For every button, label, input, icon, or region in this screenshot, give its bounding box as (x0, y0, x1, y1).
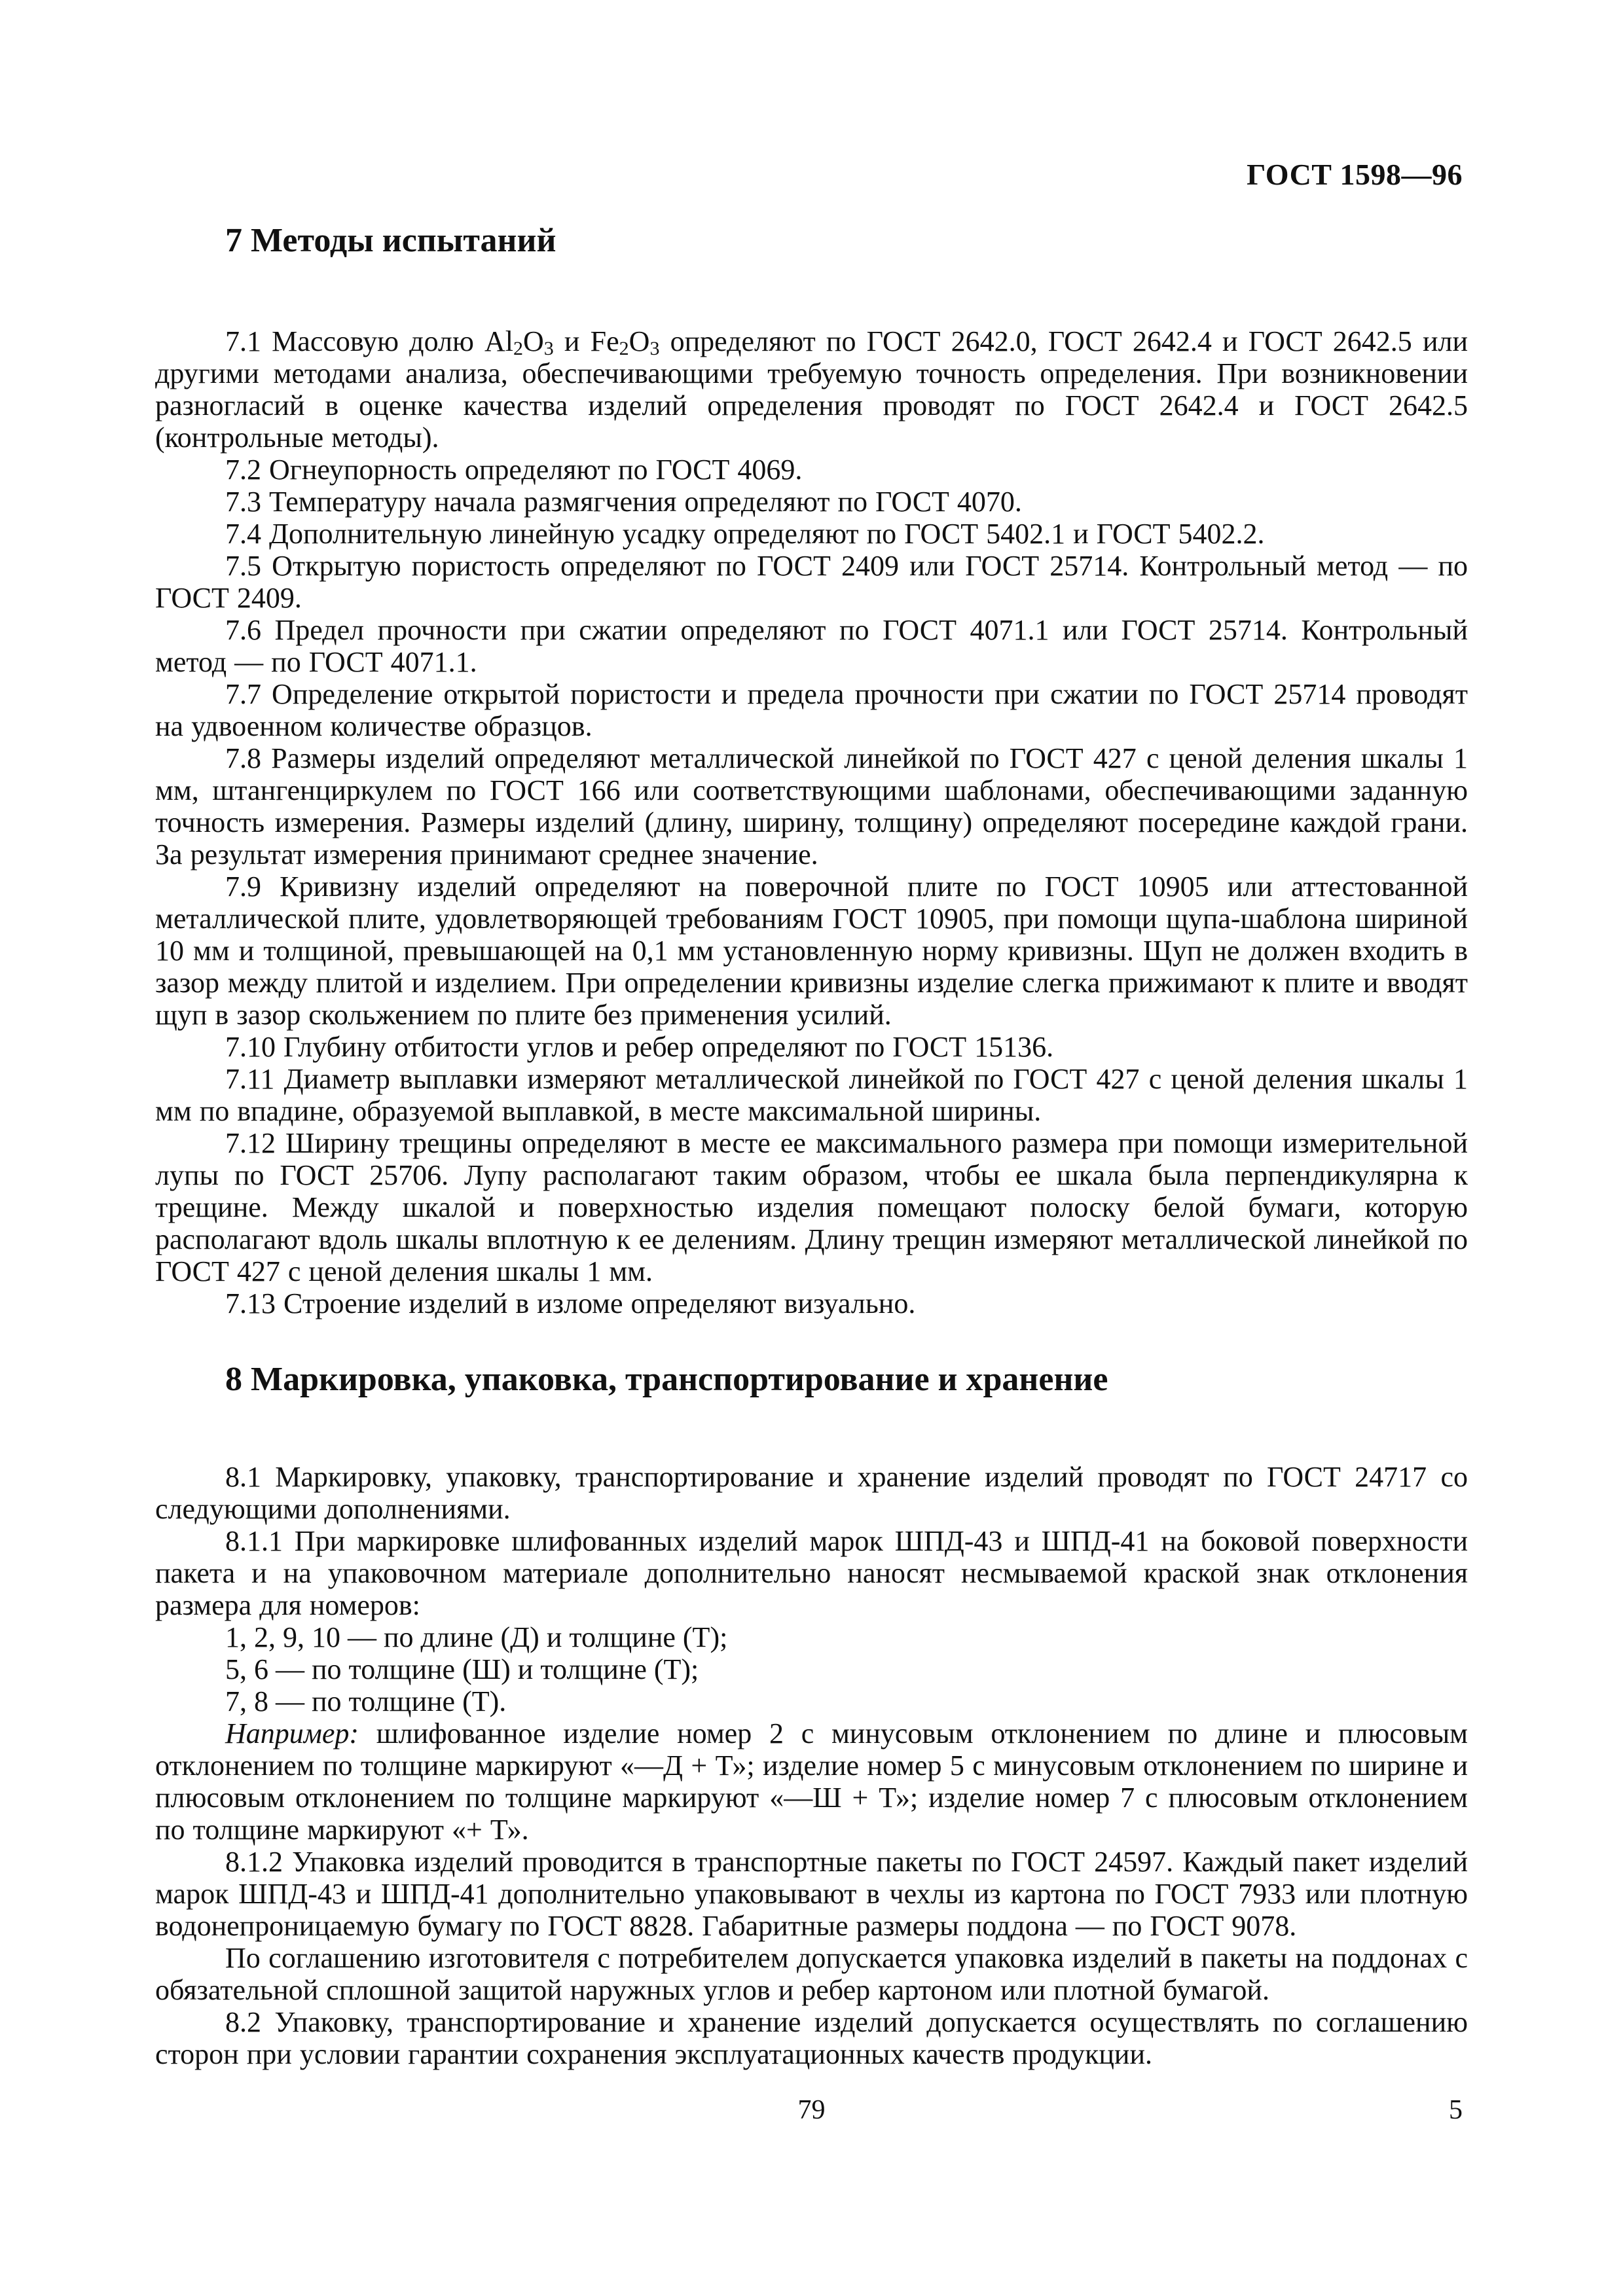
clause-7-2: 7.2 Огнеупорность определяют по ГОСТ 4069. (225, 454, 803, 486)
clause-7-11: 7.11 Диаметр выплавки измеряют металлической линейкой по ГОСТ 427 с ценой деления шкалы 1 мм по впадине, образуемой выплавкой, в месте максимальной ширины. (155, 1063, 1468, 1127)
clause-8-1: 8.1 Маркировку, упаковку, транспортирование и хранение изделий проводят по ГОСТ 24717 со следующими дополнениями. (155, 1461, 1468, 1525)
document-body (155, 220, 1468, 2070)
clause-7-4: 7.4 Дополнительную линейную усадку определяют по ГОСТ 5402.1 и ГОСТ 5402.2. (225, 518, 1265, 550)
clause-7-9: 7.9 Кривизну изделий определяют на поверочной плите по ГОСТ 10905 или аттестованной металлической плите, удовлетворяющей требованиям ГОСТ 10905, при помощи щупа-шаблона шириной 10 мм и толщиной, превышающей на 0,1 мм установленную норму кривизны. Щуп не должен входить в зазор между плитой и изделием. При определении кривизны изделие слегка прижимают к плите и вводят щуп в зазор скольжением по плите без применения усилий. (155, 870, 1468, 1031)
page-number-center: 79 (797, 2095, 826, 2125)
agreement-paragraph: По соглашению изготовителя с потребителем допускается упаковка изделий в пакеты на поддонах с обязательной сплошной защитой наружных углов и ребер картоном или плотной бумагой. (155, 1942, 1468, 2006)
example-text: шлифованное изделие номер 2 с минусовым отклонением по длине и плюсовым отклонением по толщине маркируют «—Д + Т»; изделие номер 5 с минусовым отклонением по ширине и плюсовым отклонением по толщине маркируют «—Ш + Т»; изделие номер 7 с плюсовым отклонением по толщине маркируют «+ Т». (155, 1717, 1468, 1846)
list-item: 5, 6 — по толщине (Ш) и толщине (Т); (225, 1653, 699, 1685)
clause-8-1-1: 8.1.1 При маркировке шлифованных изделий марок ШПД-43 и ШПД-41 на боковой поверхности пакета и на упаковочном материале дополнительно наносят несмываемой краской знак отклонения размера для номеров: (155, 1525, 1468, 1621)
clause-7-5: 7.5 Открытую пористость определяют по ГОСТ 2409 или ГОСТ 25714. Контрольный метод — по ГОСТ 2409. (155, 550, 1468, 614)
clause-7-6: 7.6 Предел прочности при сжатии определяют по ГОСТ 4071.1 или ГОСТ 25714. Контрольный метод — по ГОСТ 4071.1. (155, 614, 1468, 678)
section-7-title: 7 Методы испытаний (225, 222, 556, 259)
clause-8-1-2: 8.1.2 Упаковка изделий проводится в транспортные пакеты по ГОСТ 24597. Каждый пакет изделий марок ШПД-43 и ШПД-41 дополнительно упаковывают в чехлы из картона по ГОСТ 7933 или плотную водонепроницаемую бумагу по ГОСТ 8828. Габаритные размеры поддона — по ГОСТ 9078. (155, 1846, 1468, 1942)
clause-7-10: 7.10 Глубину отбитости углов и ребер определяют по ГОСТ 15136. (225, 1031, 1054, 1063)
clause-7-8: 7.8 Размеры изделий определяют металлической линейкой по ГОСТ 427 с ценой деления шкалы 1 мм, штангенциркулем по ГОСТ 166 или соответствующими шаблонами, обеспечивающими заданную точность измерения. Размеры изделий (длину, ширину, толщину) определяют посередине каждой грани. За результат измерения принимают среднее значение. (155, 742, 1468, 870)
example-paragraph (155, 1717, 1468, 1846)
clause-8-2: 8.2 Упаковку, транспортирование и хранение изделий допускается осуществлять по соглашению сторон при условии гарантии сохранения эксплуатационных качеств продукции. (155, 2006, 1468, 2070)
list-item: 1, 2, 9, 10 — по длине (Д) и толщине (Т); (225, 1621, 728, 1653)
clause-7-3: 7.3 Температуру начала размягчения определяют по ГОСТ 4070. (225, 486, 1022, 518)
page-number-right: 5 (1449, 2095, 1463, 2125)
clause-7-12: 7.12 Ширину трещины определяют в месте ее максимального размера при помощи измерительной лупы по ГОСТ 25706. Лупу располагают таким образом, чтобы ее шкала была перпендикулярна к трещине. Между шкалой и поверхностью изделия помещают полоску белой бумаги, которую располагают вдоль шкалы вплотную к ее делениям. Длину трещин измеряют металлической линейкой по ГОСТ 427 с ценой деления шкалы 1 мм. (155, 1127, 1468, 1287)
example-lead: Например: (225, 1717, 359, 1749)
standard-code: ГОСТ 1598—96 (1247, 158, 1463, 191)
clause-7-13: 7.13 Строение изделий в изломе определяют визуально. (225, 1287, 916, 1319)
list-item: 7, 8 — по толщине (Т). (225, 1685, 507, 1717)
section-8-title: 8 Маркировка, упаковка, транспортирование и хранение (225, 1361, 1108, 1398)
clause-7-7: 7.7 Определение открытой пористости и предела прочности при сжатии по ГОСТ 25714 проводят на удвоенном количестве образцов. (155, 678, 1468, 742)
clause-7-1: 7.1 Массовую долю $Al_2O_3$ и $Fe_2O_3$ определяют по ГОСТ 2642.0, ГОСТ 2642.4 и ГОСТ 2642.5 или другими методами анализа, обеспечивающими требуемую точность определения. При возникновении разногласий в оценке качества изделий определения проводят по ГОСТ 2642.4 и ГОСТ 2642.5 (контрольные методы). (155, 325, 1468, 454)
